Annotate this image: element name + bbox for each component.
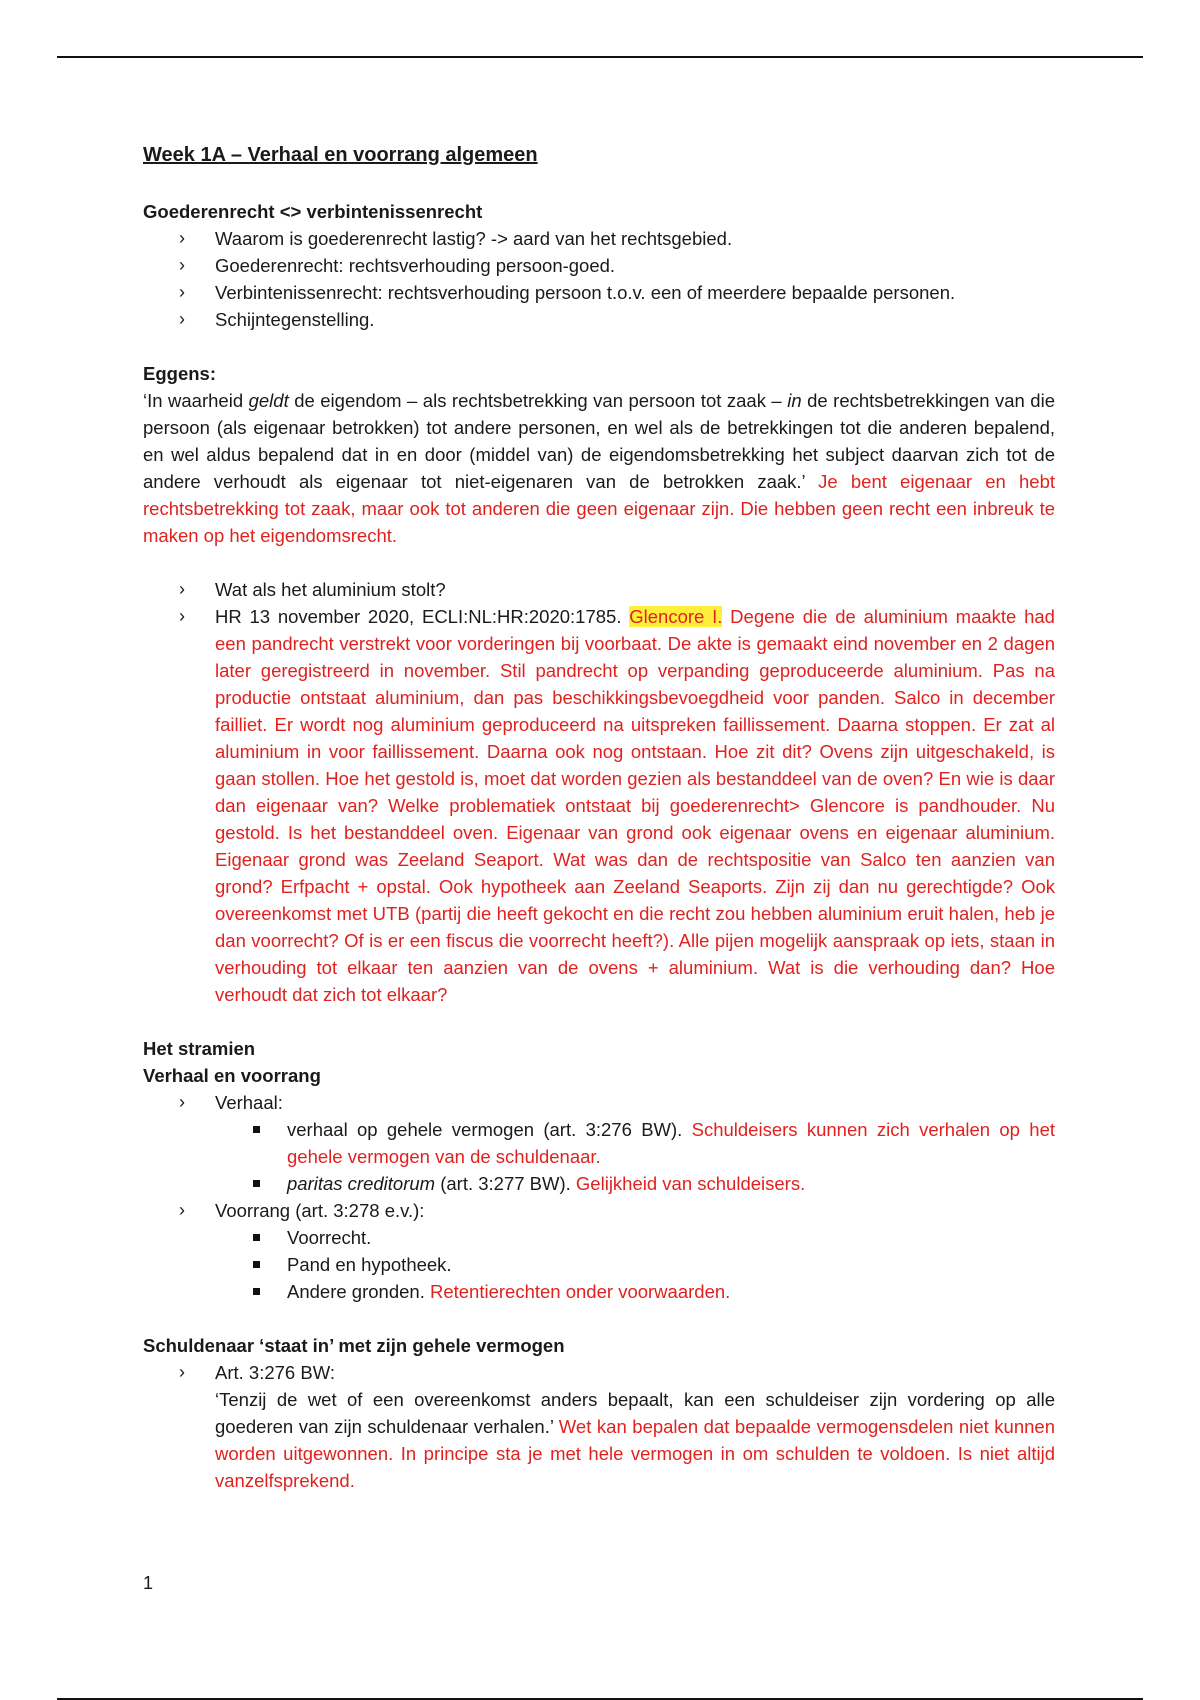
voorrang-sublist (215, 1224, 1055, 1305)
list-item: verhaal op gehele vermogen (art. 3:276 BW). Schuldeisers kunnen zich verhalen op het gehele vermogen van de schuldenaar. (251, 1116, 1055, 1170)
highlighted-case-name: Glencore I. (629, 606, 723, 627)
header-rule (57, 56, 1143, 58)
section-heading-goederenrecht: Goederenrecht <> verbintenissenrecht (143, 201, 483, 222)
list-item: Pand en hypotheek. (251, 1251, 1055, 1278)
square-bullet-icon (253, 1234, 260, 1241)
chevron-right-icon: › (179, 1092, 185, 1112)
list-item: › Verbintenissenrecht: rechtsverhouding persoon t.o.v. een of meerdere bepaalde personen. (179, 279, 1055, 306)
annotation-note: Degene die de aluminium maakte had een pandrecht verstrekt voor vorderingen bij voorbaat. De akte is gemaakt eind november en 2 dagen later geregistreerd in november. Stil pandrecht op verpanding geproduceerde aluminium. Pas na productie ontstaat aluminium, dan pas beschikkingsbevoegdheid voor panden. Salco in december failliet. Er wordt nog aluminium geproduceerd na uitspreken faillissement. Daarna stoppen. Er zat al aluminium in voor faillissement. Daarna ook nog ontstaan. Hoe zit dit? Ovens zijn uitgeschakeld, is gaan stollen. Hoe het gestold is, moet dat worden gezien als bestanddeel van de oven? En wie is daar dan eigenaar van? Welke problematiek ontstaat bij goederenrecht> Glencore is pandhouder. Nu gestold. Is het bestanddeel oven. Eigenaar van grond ook eigenaar ovens en eigenaar aluminium. Eigenaar grond was Zeeland Seaport. Wat was dan de rechtspositie van Salco ten aanzien van grond? Erfpacht + opstal. Ook hypotheek aan Zeeland Seaports. Zijn zij dan nu gerechtigde? Ook overeenkomst met UTB (partij die heeft gekocht en die recht zou hebben aluminium eruit halen, heb je dan voorrecht? Of is er een fiscus die voorrecht heeft?). Alle pijen mogelijk aanspraak op iets, staan in verhouding tot elkaar ten aanzien van de ovens + aluminium. Wat is die verhouding dan? Hoe verhoudt dat zich tot elkaar? (215, 606, 1055, 1005)
list-item: › HR 13 november 2020, ECLI:NL:HR:2020:1785. Glencore I. Degene die de aluminium maakte had een pandrecht verstrekt voor vorderingen bij voorbaat. De akte is gemaakt eind november en 2 dagen later geregistreerd in november. Stil pandrecht op verpanding geproduceerde aluminium. Pas na productie ontstaat aluminium, dan pas beschikkingsbevoegdheid voor panden. Salco in december failliet. Er wordt nog aluminium geproduceerd na uitspreken faillissement. Daarna stoppen. Er zat al aluminium in voor faillissement. Daarna ook nog ontstaan. Hoe zit dit? Ovens zijn uitgeschakeld, is gaan stollen. Hoe het gestold is, moet dat worden gezien als bestanddeel van de oven? En wie is daar dan eigenaar van? Welke problematiek ontstaat bij goederenrecht> Glencore is pandhouder. Nu gestold. Is het bestanddeel oven. Eigenaar van grond ook eigenaar ovens en eigenaar aluminium. Eigenaar grond was Zeeland Seaport. Wat was dan de rechtspositie van Salco ten aanzien van grond? Erfpacht + opstal. Ook hypotheek aan Zeeland Seaports. Zijn zij dan nu gerechtigde? Ook overeenkomst met UTB (partij die heeft gekocht en die recht zou hebben aluminium eruit halen, heb je dan voorrecht? Of is er een fiscus die voorrecht heeft?). Alle pijen mogelijk aanspraak op iets, staan in verhouding tot elkaar ten aanzien van de ovens + aluminium. Wat is die verhouding dan? Hoe verhoudt dat zich tot elkaar? (179, 603, 1055, 1008)
chevron-right-icon: › (179, 255, 185, 275)
square-bullet-icon (253, 1126, 260, 1133)
list-item: Voorrecht. (251, 1224, 1055, 1251)
chevron-right-icon: › (179, 606, 185, 626)
list-item: › Voorrang (art. 3:278 e.v.): Voorrecht. Pand en hypotheek. Andere gronden. Retentierechten onder voorwaarden. (179, 1197, 1055, 1305)
eggens-quote: ‘In waarheid geldt de eigendom – als rechtsbetrekking van persoon tot zaak – in de rechtsbetrekkingen van die persoon (als eigenaar betrokken) tot andere personen, en wel als de betrekkingen tot die anderen bepalend, en wel aldus bepalend dat in en door (middel van) de eigendomsbetrekking het subject daarvan zich tot de andere verhoudt als eigenaar tot niet-eigenaren van de betrokken zaak.’ Je bent eigenaar en hebt rechtsbetrekking tot zaak, maar ook tot anderen die geen eigenaar zijn. Die hebben geen recht een inbreuk te maken op het eigendomsrecht. (143, 390, 1055, 546)
page-number: 1 (143, 1573, 154, 1593)
schuldenaar-list (143, 1359, 1055, 1494)
list-item: › Goederenrecht: rechtsverhouding persoon-goed. (179, 252, 1055, 279)
goederenrecht-list (143, 225, 1055, 333)
chevron-right-icon: › (179, 282, 185, 302)
list-item: › Verhaal: verhaal op gehele vermogen (art. 3:276 BW). Schuldeisers kunnen zich verhalen op het gehele vermogen van de schuldenaar. paritas creditorum (art. 3:277 BW). Gelijkheid van schuldeisers. (179, 1089, 1055, 1197)
section-heading-eggens: Eggens: (143, 363, 216, 384)
section-heading-stramien: Het stramien (143, 1038, 256, 1059)
square-bullet-icon (253, 1288, 260, 1295)
list-item: › Waarom is goederenrecht lastig? -> aard van het rechtsgebied. (179, 225, 1055, 252)
annotation-note: Wet kan bepalen dat bepaalde vermogensdelen niet kunnen worden uitgewonnen. In principe sta je met hele vermogen in om schulden te voldoen. Is niet altijd vanzelfsprekend. (215, 1416, 1055, 1491)
square-bullet-icon (253, 1180, 260, 1187)
list-item: › Schijntegenstelling. (179, 306, 1055, 333)
page-title: Week 1A – Verhaal en voorrang algemeen (143, 144, 538, 166)
article-quote: ‘Tenzij de wet of een overeenkomst anders bepaalt, kan een schuldeiser zijn vordering op alle goederen van zijn schuldenaar verhalen.’ Wet kan bepalen dat bepaalde vermogensdelen niet kunnen worden uitgewonnen. In principe sta je met hele vermogen in om schulden te voldoen. Is niet altijd vanzelfsprekend. (215, 1389, 1055, 1491)
chevron-right-icon: › (179, 1362, 185, 1382)
verhaal-sublist (215, 1116, 1055, 1197)
list-item: › Wat als het aluminium stolt? (179, 576, 1055, 603)
annotation-note: Je bent eigenaar en hebt rechtsbetrekking tot zaak, maar ook tot anderen die geen eigenaar zijn. Die hebben geen recht een inbreuk te maken op het eigendomsrecht. (143, 471, 1055, 546)
chevron-right-icon: › (179, 228, 185, 248)
chevron-right-icon: › (179, 1200, 185, 1220)
stramien-list (143, 1089, 1055, 1305)
document-page (143, 140, 1055, 1494)
chevron-right-icon: › (179, 309, 185, 329)
aluminium-list (143, 576, 1055, 1008)
chevron-right-icon: › (179, 579, 185, 599)
section-heading-verhaal-voorrang: Verhaal en voorrang (143, 1065, 321, 1086)
list-item: › Art. 3:276 BW: ‘Tenzij de wet of een overeenkomst anders bepaalt, kan een schuldeiser zijn vordering op alle goederen van zijn schuldenaar verhalen.’ Wet kan bepalen dat bepaalde vermogensdelen niet kunnen worden uitgewonnen. In principe sta je met hele vermogen in om schulden te voldoen. Is niet altijd vanzelfsprekend. (179, 1359, 1055, 1494)
square-bullet-icon (253, 1261, 260, 1268)
list-item: Andere gronden. Retentierechten onder voorwaarden. (251, 1278, 1055, 1305)
list-item: paritas creditorum (art. 3:277 BW). Gelijkheid van schuldeisers. (251, 1170, 1055, 1197)
section-heading-schuldenaar: Schuldenaar ‘staat in’ met zijn gehele vermogen (143, 1335, 565, 1356)
